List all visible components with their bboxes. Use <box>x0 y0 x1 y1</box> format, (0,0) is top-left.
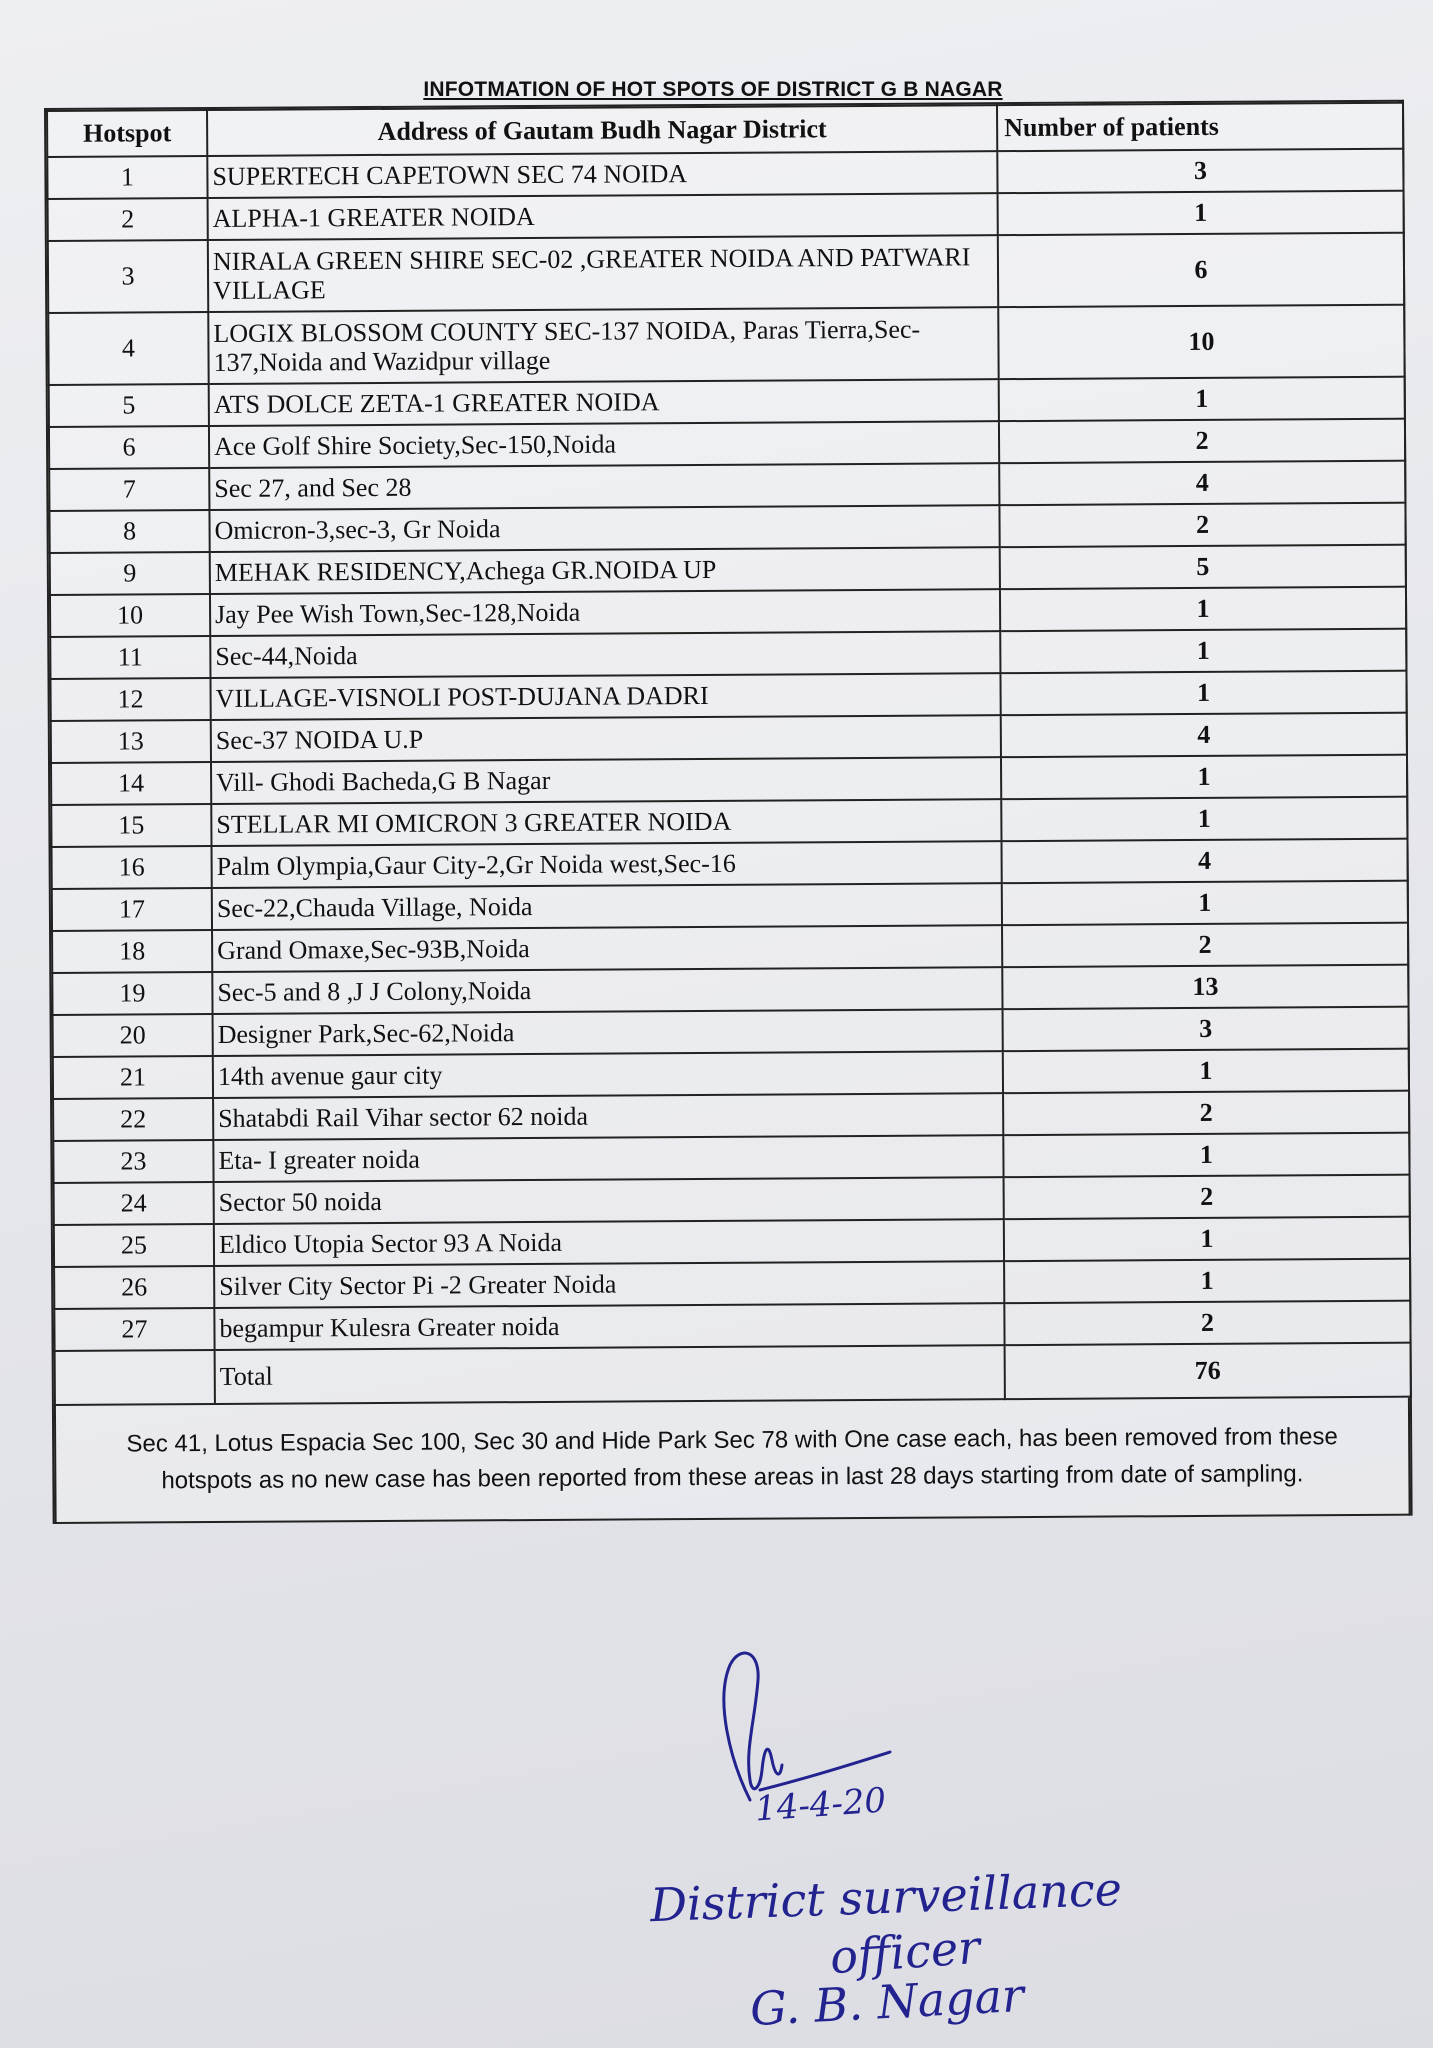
document-sheet <box>30 60 1410 2037</box>
header-patients: Number of patients <box>997 103 1403 151</box>
hotspot-rows <box>47 149 1410 1351</box>
hotspot-number-cell: 11 <box>50 636 210 679</box>
hotspot-address-cell: Sec-44,Noida <box>210 631 1000 678</box>
hotspot-address-cell: MEHAK RESIDENCY,Achega GR.NOIDA UP <box>210 547 1000 594</box>
hotspot-address-cell: Vill- Ghodi Bacheda,G B Nagar <box>211 757 1001 804</box>
hotspot-address-cell: Ace Golf Shire Society,Sec-150,Noida <box>209 421 999 468</box>
hotspot-address-cell: STELLAR MI OMICRON 3 GREATER NOIDA <box>211 799 1001 846</box>
hotspot-patients-cell: 1 <box>1000 671 1406 715</box>
hotspot-number-cell: 14 <box>51 762 211 805</box>
hotspot-patients-cell: 1 <box>998 191 1404 235</box>
total-value: 76 <box>1005 1343 1411 1399</box>
hotspot-number-cell: 9 <box>50 552 210 595</box>
table-row <box>48 305 1404 385</box>
hotspot-number-cell: 25 <box>54 1224 214 1267</box>
signature-date: 14-4-20 <box>753 1780 888 1830</box>
hotspot-patients-cell: 1 <box>1004 1217 1410 1261</box>
hotspot-number-cell: 17 <box>52 888 212 931</box>
hotspot-address-cell: 14th avenue gaur city <box>213 1051 1003 1098</box>
hotspot-number-cell: 4 <box>48 312 208 385</box>
hotspot-number-cell: 13 <box>51 720 211 763</box>
hotspot-address-cell: VILLAGE-VISNOLI POST-DUJANA DADRI <box>210 673 1000 720</box>
hotspot-patients-cell: 4 <box>1001 713 1407 757</box>
table-row <box>48 233 1404 313</box>
hotspot-patients-cell: 1 <box>1004 1259 1410 1303</box>
hotspot-address-cell: Grand Omaxe,Sec-93B,Noida <box>212 925 1002 972</box>
hotspot-address-cell: Designer Park,Sec-62,Noida <box>213 1009 1003 1056</box>
removal-note: Sec 41, Lotus Espacia Sec 100, Sec 30 and Hide Park Sec 78 with One case each, has been removed from these hotspots as no new case has been reported from these areas in last 28 days starting from date of sampling. <box>54 1398 1411 1525</box>
hotspot-patients-cell: 2 <box>1004 1301 1410 1345</box>
hotspot-number-cell: 24 <box>54 1182 214 1225</box>
hotspot-address-cell: Eta- I greater noida <box>213 1135 1003 1182</box>
header-hotspot: Hotspot <box>47 110 207 157</box>
hotspot-number-cell: 3 <box>48 240 208 313</box>
signature-role-line2: officer <box>828 1919 982 1985</box>
hotspot-address-cell: Sec-22,Chauda Village, Noida <box>212 883 1002 930</box>
hotspot-patients-cell: 4 <box>999 461 1405 505</box>
hotspot-number-cell: 5 <box>49 384 209 427</box>
hotspot-address-cell: Sec-5 and 8 ,J J Colony,Noida <box>212 967 1002 1014</box>
hotspot-table-container <box>44 100 1413 1525</box>
hotspot-patients-cell: 1 <box>1000 629 1406 673</box>
hotspot-patients-cell: 2 <box>1004 1175 1410 1219</box>
hotspot-address-cell: Sector 50 noida <box>214 1177 1004 1224</box>
hotspot-number-cell: 23 <box>53 1140 213 1183</box>
hotspot-address-cell: LOGIX BLOSSOM COUNTY SEC-137 NOIDA, Paras Tierra,Sec-137,Noida and Wazidpur village <box>208 307 998 384</box>
hotspot-patients-cell: 1 <box>1000 587 1406 631</box>
hotspot-number-cell: 15 <box>51 804 211 847</box>
hotspot-address-cell: SUPERTECH CAPETOWN SEC 74 NOIDA <box>207 151 997 198</box>
header-address: Address of Gautam Budh Nagar District <box>207 105 997 156</box>
hotspot-address-cell: begampur Kulesra Greater noida <box>214 1303 1004 1350</box>
hotspot-patients-cell: 1 <box>1001 755 1407 799</box>
hotspot-patients-cell: 4 <box>1001 839 1407 883</box>
hotspot-number-cell: 16 <box>52 846 212 889</box>
total-row <box>55 1343 1411 1405</box>
hotspot-patients-cell: 10 <box>998 305 1404 379</box>
hotspot-patients-cell: 2 <box>1002 923 1408 967</box>
hotspot-address-cell: Sec-37 NOIDA U.P <box>211 715 1001 762</box>
hotspot-number-cell: 20 <box>53 1014 213 1057</box>
hotspot-address-cell: ALPHA-1 GREATER NOIDA <box>208 193 998 240</box>
hotspot-address-cell: Jay Pee Wish Town,Sec-128,Noida <box>210 589 1000 636</box>
hotspot-number-cell: 12 <box>50 678 210 721</box>
hotspot-address-cell: Palm Olympia,Gaur City-2,Gr Noida west,Sec-16 <box>212 841 1002 888</box>
table-header-row <box>47 103 1403 157</box>
hotspot-patients-cell: 1 <box>1002 881 1408 925</box>
hotspot-number-cell: 22 <box>53 1098 213 1141</box>
hotspot-address-cell: NIRALA GREEN SHIRE SEC-02 ,GREATER NOIDA AND PATWARI VILLAGE <box>208 235 998 312</box>
total-label: Total <box>215 1345 1005 1404</box>
hotspot-address-cell: Omicron-3,sec-3, Gr Noida <box>209 505 999 552</box>
hotspot-address-cell: ATS DOLCE ZETA-1 GREATER NOIDA <box>209 379 999 426</box>
hotspot-patients-cell: 13 <box>1002 965 1408 1009</box>
hotspot-patients-cell: 2 <box>999 419 1405 463</box>
hotspot-number-cell: 1 <box>47 156 207 199</box>
hotspot-patients-cell: 1 <box>999 377 1405 421</box>
hotspot-patients-cell: 3 <box>997 149 1403 193</box>
signature-role-line1: District surveillance <box>649 1861 1123 1933</box>
hotspot-patients-cell: 3 <box>1003 1007 1409 1051</box>
hotspot-address-cell: Eldico Utopia Sector 93 A Noida <box>214 1219 1004 1266</box>
signature-block <box>649 1640 1150 2037</box>
hotspot-address-cell: Sec 27, and Sec 28 <box>209 463 999 510</box>
hotspot-patients-cell: 6 <box>998 233 1404 307</box>
hotspot-number-cell: 7 <box>49 468 209 511</box>
document-title: INFOTMATION OF HOT SPOTS OF DISTRICT G B NAGAR <box>423 78 1003 101</box>
hotspot-number-cell: 21 <box>53 1056 213 1099</box>
hotspot-patients-cell: 2 <box>1003 1091 1409 1135</box>
hotspot-patients-cell: 1 <box>1003 1049 1409 1093</box>
hotspot-number-cell: 26 <box>54 1266 214 1309</box>
hotspot-address-cell: Shatabdi Rail Vihar sector 62 noida <box>213 1093 1003 1140</box>
hotspot-number-cell: 18 <box>52 930 212 973</box>
hotspot-number-cell: 10 <box>50 594 210 637</box>
signature-place: G. B. Nagar <box>748 1967 1026 2037</box>
hotspot-number-cell: 6 <box>49 426 209 469</box>
hotspot-number-cell: 27 <box>54 1308 214 1351</box>
hotspot-patients-cell: 5 <box>1000 545 1406 589</box>
hotspot-address-cell: Silver City Sector Pi -2 Greater Noida <box>214 1261 1004 1308</box>
hotspot-number-cell: 19 <box>52 972 212 1015</box>
hotspot-number-cell: 2 <box>48 198 208 241</box>
hotspot-patients-cell: 2 <box>999 503 1405 547</box>
total-empty-cell <box>55 1350 215 1405</box>
hotspot-patients-cell: 1 <box>1003 1133 1409 1177</box>
hotspot-table <box>46 102 1412 1406</box>
hotspot-patients-cell: 1 <box>1001 797 1407 841</box>
hotspot-number-cell: 8 <box>49 510 209 553</box>
